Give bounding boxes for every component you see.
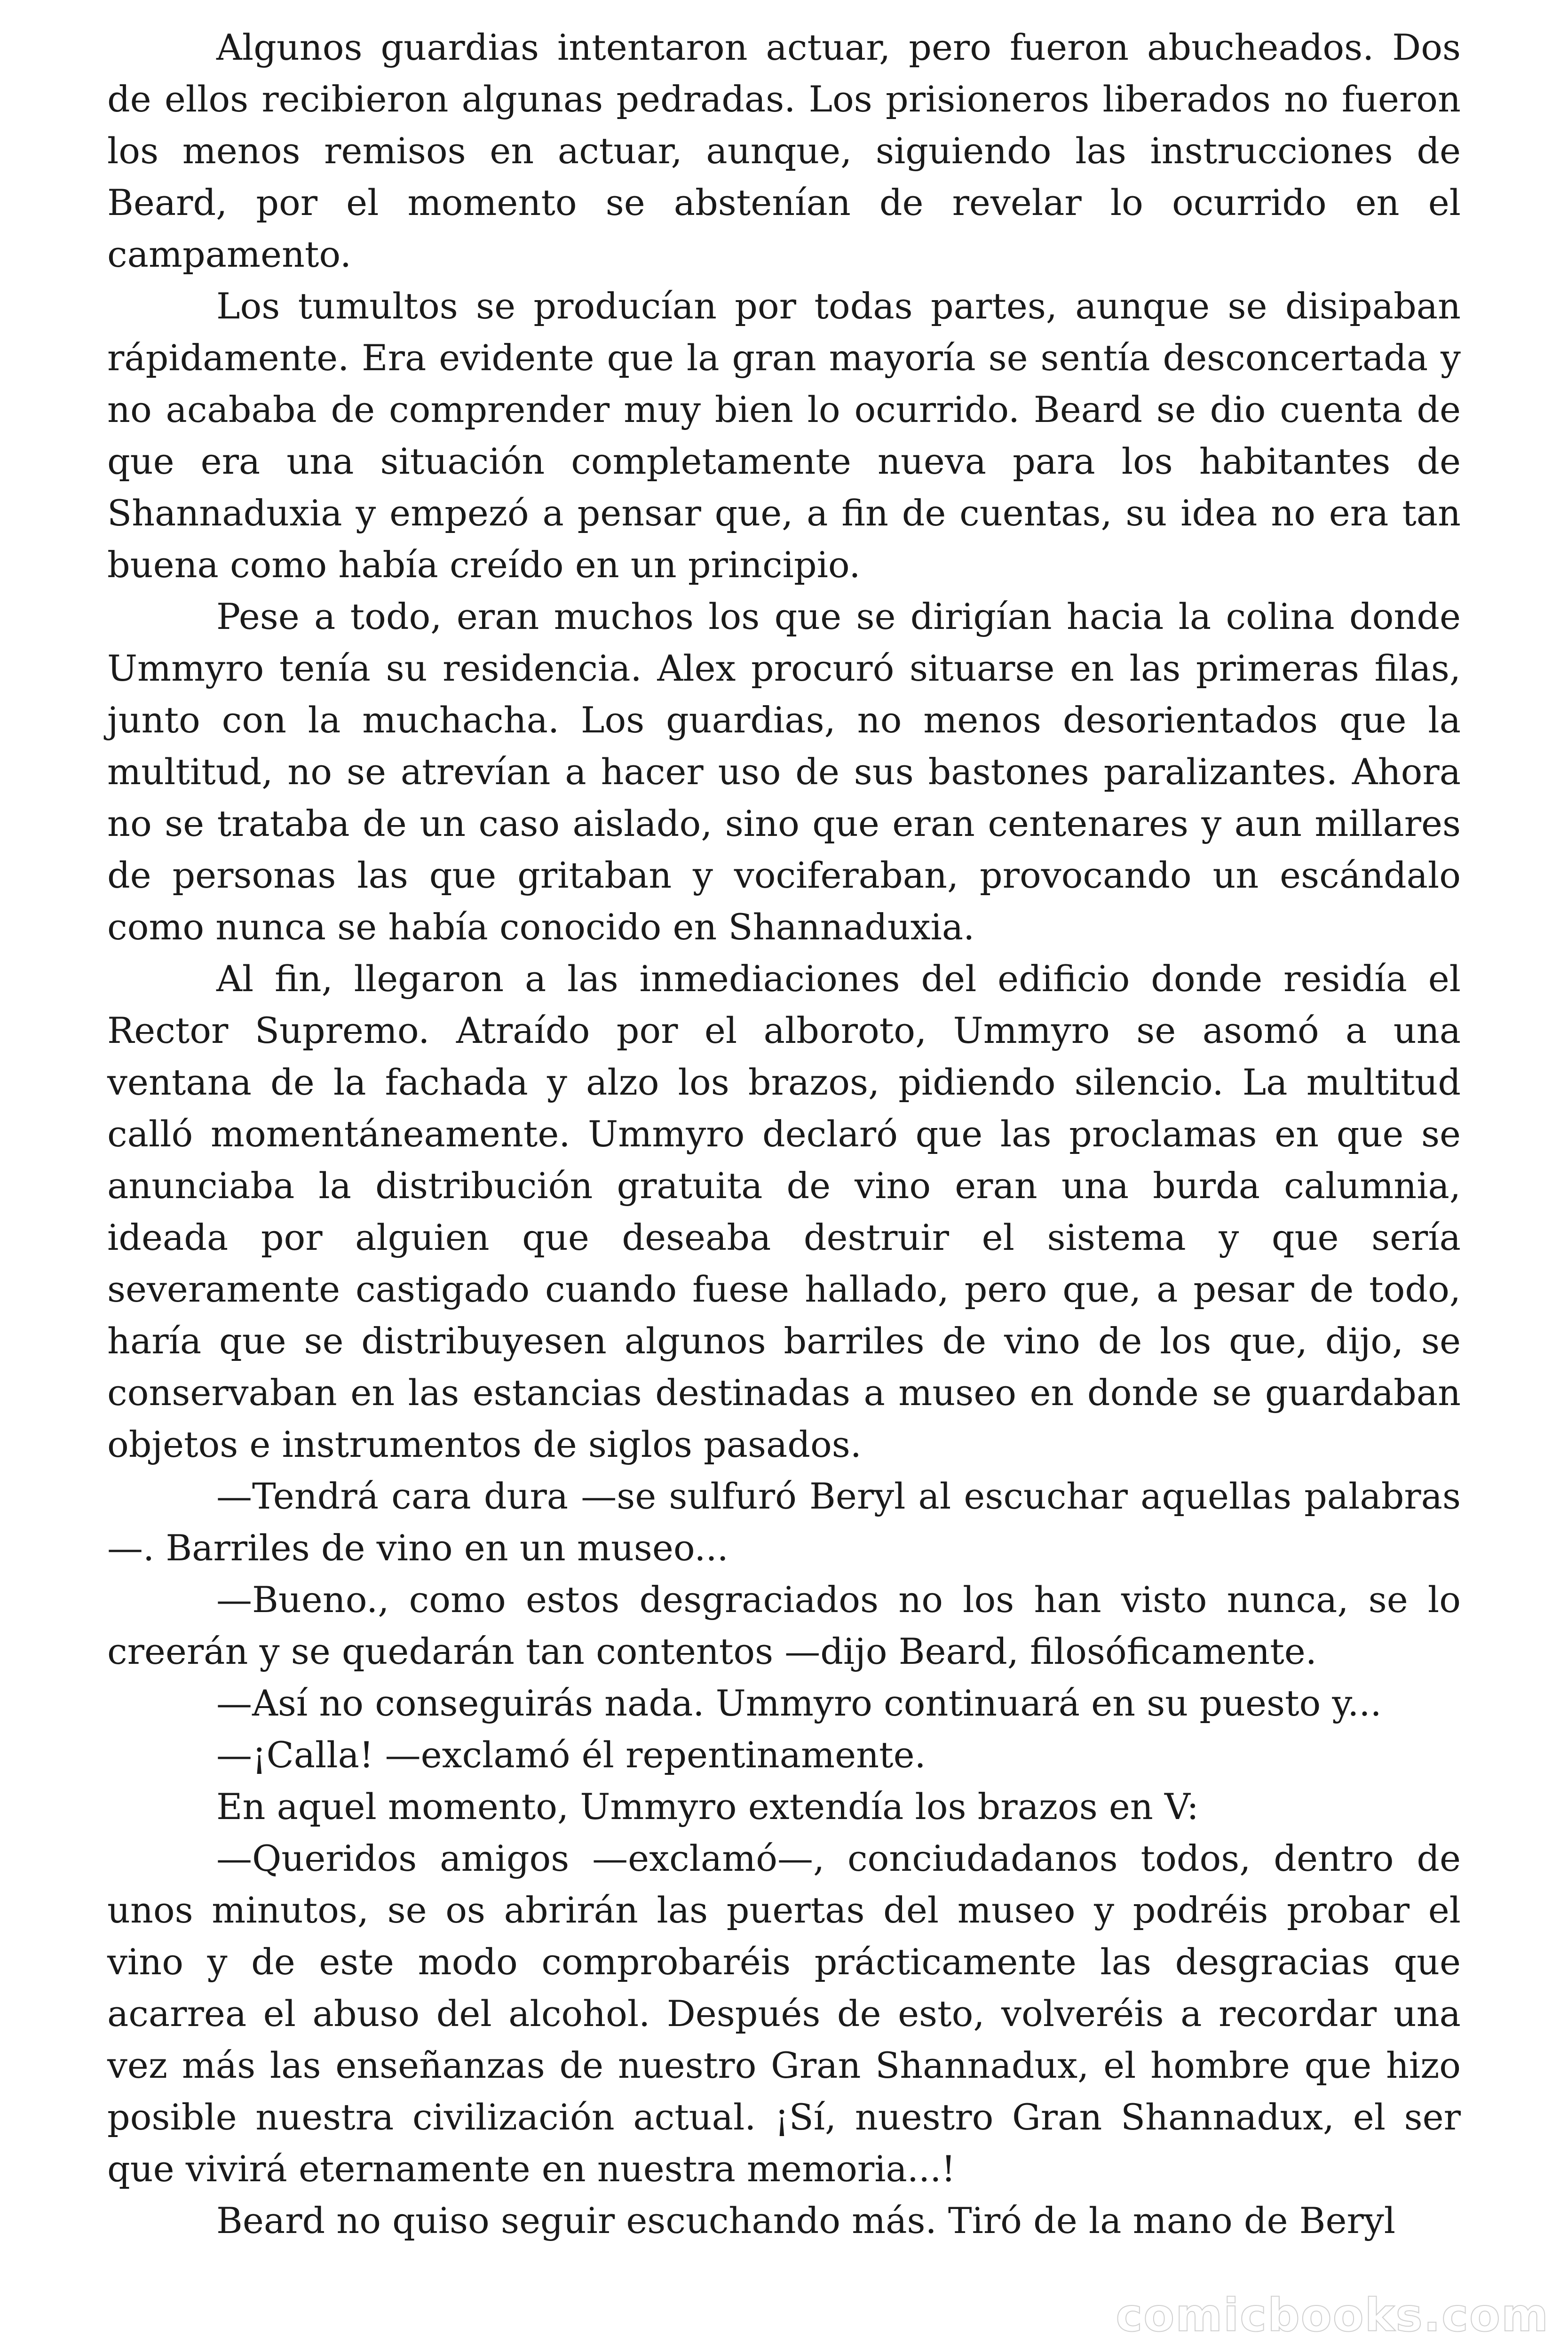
paragraph-7: —Así no conseguirás nada. Ummyro continuará en su puesto y... [216,1682,1382,1724]
paragraph-1: Algunos guardias intentaron actuar, pero fueron abucheados. Dos de ellos recibieron algunas pedradas. Los prisioneros liberados no fueron los menos remisos en actuar, aunque, siguiendo las instrucciones de Beard, por el momento se abstenían de revelar lo ocurrido en el campamento. [107,26,1461,275]
paragraph-5: —Tendrá cara dura —se sulfuró Beryl al escuchar aquellas palabras—. Barriles de vino en un museo... [107,1475,1461,1569]
watermark: comicbooks.com [1116,2289,1549,2342]
paragraph-8: —¡Calla! —exclamó él repentinamente. [216,1734,926,1776]
paragraph-4: Al fin, llegaron a las inmediaciones del edificio donde residía el Rector Supremo. Atraído por el alboroto, Ummyro se asomó a una ventana de la fachada y alzo los brazos, pidiendo silencio. La multitud calló momentáneamente. Ummyro declaró que las proclamas en que se anunciaba la distribución gratuita de vino eran una burda calumnia, ideada por alguien que deseaba destruir el sistema y que sería severamente castigado cuando fuese hallado, pero que, a pesar de todo, haría que se distribuyesen algunos barriles de vino de los que, dijo, se conservaban en las estancias destinadas a museo en donde se guardaban objetos e instrumentos de siglos pasados. [107,958,1461,1465]
paragraph-10: —Queridos amigos —exclamó—, conciudadanos todos, dentro de unos minutos, se os abrirán las puertas del museo y podréis probar el vino y de este modo comprobaréis prácticamente las desgracias que acarrea el abuso del alcohol. Después de esto, volveréis a recordar una vez más las enseñanzas de nuestro Gran Shannadux, el hombre que hizo posible nuestra civilización actual. ¡Sí, nuestro Gran Shannadux, el ser que vivirá eternamente en nuestra memoria...! [107,1837,1461,2190]
paragraph-9: En aquel momento, Ummyro extendía los brazos en V: [216,1786,1199,1828]
paragraph-11: Beard no quiso seguir escuchando más. Tiró de la mano de Beryl [216,2200,1396,2241]
paragraph-2: Los tumultos se producían por todas partes, aunque se disipaban rápidamente. Era evidente que la gran mayoría se sentía desconcertada y no acababa de comprender muy bien lo ocurrido. Beard se dio cuenta de que era una situación completamente nueva para los habitantes de Shannaduxia y empezó a pensar que, a fin de cuentas, su idea no era tan buena como había creído en un principio. [107,285,1461,586]
paragraph-6: —Bueno., como estos desgraciados no los han visto nunca, se lo creerán y se quedarán tan contentos —dijo Beard, filosóficamente. [107,1579,1461,1672]
book-page [107,22,1461,2317]
paragraph-3: Pese a todo, eran muchos los que se dirigían hacia la colina donde Ummyro tenía su residencia. Alex procuró situarse en las primeras filas, junto con la muchacha. Los guardias, no menos desorientados que la multitud, no se atrevían a hacer uso de sus bastones paralizantes. Ahora no se trataba de un caso aislado, sino que eran centenares y aun millares de personas las que gritaban y vociferaban, provocando un escándalo como nunca se había conocido en Shannaduxia. [107,596,1461,948]
